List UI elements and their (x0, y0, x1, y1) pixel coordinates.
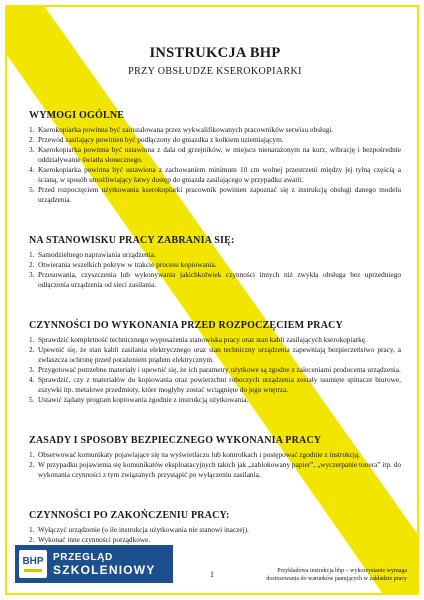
section-heading: CZYNNOŚCI PO ZAKOŃCZENIU PRACY: (29, 510, 230, 521)
page-number: 1 (210, 570, 214, 579)
section-general-requirements (29, 110, 401, 205)
section-heading: NA STANOWISKU PRACY ZABRANIA SIĘ: (29, 235, 235, 246)
bhp-badge-icon: BHP (19, 550, 47, 578)
list-item: 2. Wykonać inne czynności porządkowe. (29, 535, 151, 544)
section-prohibited (29, 235, 401, 290)
item-list (29, 525, 401, 545)
list-item: 4. Sprawdzić, czy z materiałów do kopiowania oraz powierzchni roboczych urządzenia zostały usunięte spinacze biurowe, zszywki itp. metalowe przedmioty, które mogłyby zostać wciągnięte do jego wnętrza. (29, 375, 401, 394)
section-safe-work-rules (29, 435, 401, 480)
document-title: INSTRUKCJA BHP (149, 45, 281, 61)
list-item: 4. Kserokopiarka powinna być ustawiona z zachowaniem minimum 10 cm wolnej przestrzeni między jej tylną częścią a ścianą, w sposób umożliwiający łatwy dostęp do gniazda zasilającego w przypadku awarii. (29, 165, 401, 184)
section-heading: ZASADY I SPOSOBY BEZPIECZNEGO WYKONANIA PRACY (29, 435, 322, 446)
item-list (29, 335, 401, 405)
section-before-work (29, 320, 401, 405)
list-item: 2. Otwierania wszelkich pokryw w trakcie procesu kopiowania. (29, 260, 217, 269)
item-list (29, 450, 401, 480)
list-item: 2. Przewód zasilający powinien być podłączony do gniazdka z kołkiem uziemiającym. (29, 135, 284, 144)
item-list (29, 125, 401, 205)
list-item: 2. Upewnić się, że stan kabli zasilania elektrycznego oraz stan techniczny urządzenia zapewniają bezpieczeństwo pracy, a zwłaszcza ochronę przed porażeniem prądem elektrycznym. (29, 345, 401, 364)
list-item: 5. Przed rozpoczęciem użytkowania kserokopiarki pracownik powinien zapoznać się z instrukcją obsługi danego modelu urządzenia. (29, 185, 401, 204)
list-item: 1. Kserokopiarka powinna być zainstalowana przez wykwalifikowanych pracowników serwisu obsługi. (29, 125, 334, 134)
list-item: 5. Ustawić żądany program kopiowania zgodnie z instrukcją użytkowania. (29, 395, 249, 404)
publisher-logo (15, 545, 173, 583)
section-heading: CZYNNOŚCI DO WYKONANIA PRZED ROZPOCZĘCIEM PRACY (29, 320, 343, 331)
section-after-work (29, 510, 401, 545)
document-body (29, 17, 401, 545)
list-item: 1. Wyłączyć urządzenie (o ile instrukcja użytkowania nie stanowi inaczej). (29, 525, 249, 534)
list-item: 3. Przygotować potrzebne materiały i upewnić się, że ich parametry użytkowe są zgodne z zaleceniami producenta urządzenia. (29, 365, 401, 374)
footer-note: Przykładowa instrukcja bhp – wykorzystanie wymaga dostosowania do warunków panujących w zakładzie pracy (266, 568, 407, 582)
list-item: 3. Przesuwania, czyszczenia lub wykonywania jakichkolwiek czynności innych niż zwykła obsługa bez uprzedniego odłączenia urządzenia od sieci zasilania. (29, 270, 401, 289)
list-item: 1. Sprawdzić kompletność technicznego wyposażenia stanowiska pracy oraz stan kabli zasilających kserokopiarkę. (29, 335, 367, 344)
list-item: 3. Kserokopiarka powinna być ustawiona z dala od grzejników, w miejscu nienarażonym na kurz, wibrację i bezpośrednie oddziaływanie światła słonecznego. (29, 145, 401, 164)
instruction-sheet (5, 5, 419, 595)
list-item: 1. Samodzielnego naprawiania urządzenia. (29, 250, 156, 259)
item-list (29, 250, 401, 290)
section-heading: WYMOGI OGÓLNE (29, 110, 125, 121)
document-subtitle: PRZY OBSŁUDZE KSEROKOPIARKI (128, 66, 302, 77)
logo-wordmark: PRZEGLĄD SZKOLENIOWY (53, 552, 156, 577)
list-item: 2. W przypadku pojawienia się komunikatów eksploatacyjnych takich jak „zablokowany papier”, „wyczerpanie tonera” itp. do wykonania czynności z tym związanych przystąpić po wyłączeniu zasilania. (29, 460, 401, 479)
list-item: 1. Obserwować komunikaty pojawiające się na wyświetlaczu lub kontrolkach i postępować zgodnie z instrukcją. (29, 450, 360, 459)
